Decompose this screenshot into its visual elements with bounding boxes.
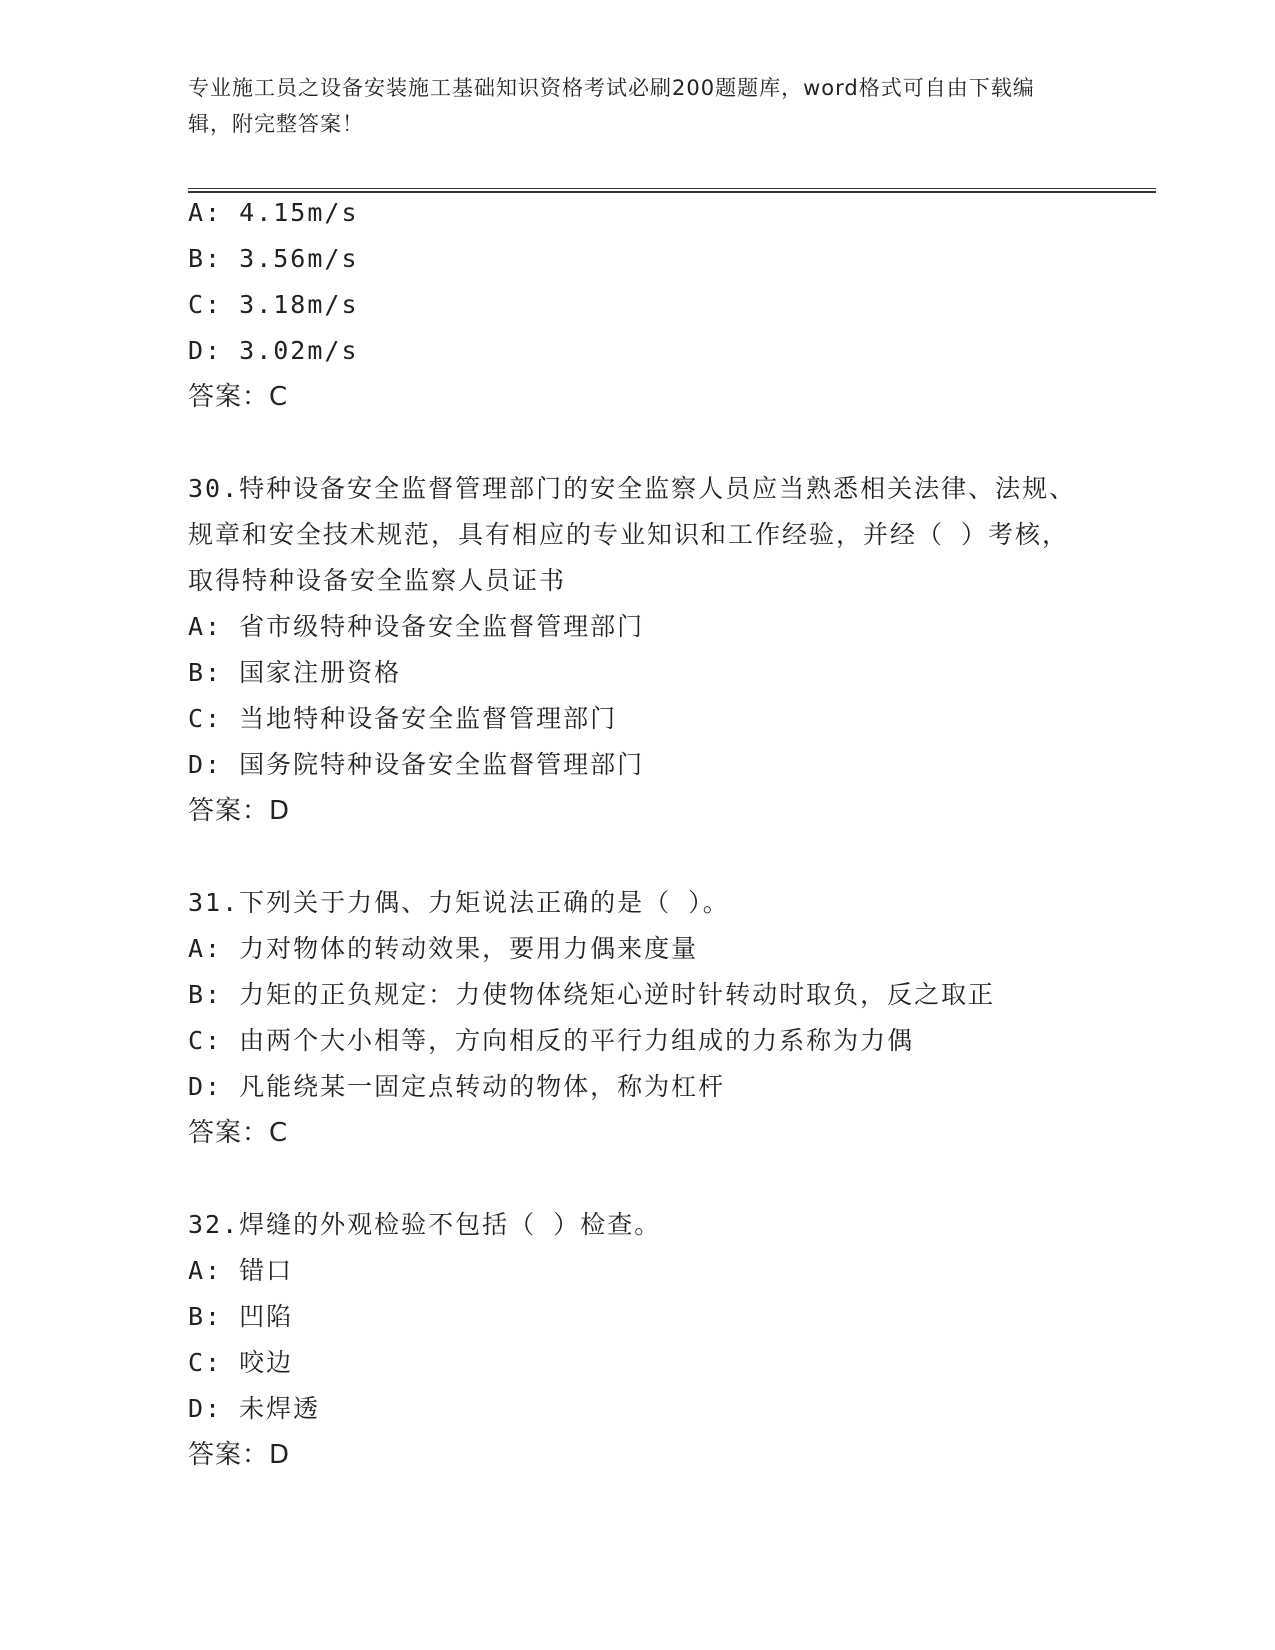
question-30-block [188,466,1156,834]
option-d: D: 凡能绕某一固定点转动的物体，称为杠杆 [188,1072,726,1101]
page-header [188,70,1156,193]
answer-line: 答案：D [188,796,291,826]
question-31-block [188,880,1156,1156]
question-stem: 32.焊缝的外观检验不包括（ ）检查。 [188,1210,662,1239]
question-32-block [188,1202,1156,1478]
option-b: B: 力矩的正负规定：力使物体绕矩心逆时针转动时取负，反之取正 [188,980,996,1009]
question-stem: 30.特种设备安全监督管理部门的安全监察人员应当熟悉相关法律、法规、规章和安全技术规范，具有相应的专业知识和工作经验，并经（ ）考核，取得特种设备安全监察人员证书 [188,474,1077,595]
question-stem: 31.下列关于力偶、力矩说法正确的是（ ）。 [188,888,730,917]
option-c: C: 3.18m/s [188,290,359,319]
answer-line: 答案：D [188,1440,291,1470]
answer-line: 答案：C [188,1118,289,1148]
spacer [188,834,1156,880]
option-c: C: 当地特种设备安全监督管理部门 [188,704,618,733]
option-b: B: 3.56m/s [188,244,359,273]
spacer [188,1156,1156,1202]
option-c: C: 由两个大小相等，方向相反的平行力组成的力系称为力偶 [188,1026,915,1055]
option-a: A: 省市级特种设备安全监督管理部门 [188,612,645,641]
option-c: C: 咬边 [188,1348,294,1377]
document-title: 专业施工员之设备安装施工基础知识资格考试必刷200题题库，word格式可自由下载编辑，附完整答案！ [188,76,1035,136]
option-b: B: 国家注册资格 [188,658,402,687]
option-b: B: 凹陷 [188,1302,294,1331]
option-a: A: 4.15m/s [188,198,359,227]
option-d: D: 国务院特种设备安全监督管理部门 [188,750,645,779]
spacer [188,420,1156,466]
option-d: D: 未焊透 [188,1394,321,1423]
option-a: A: 力对物体的转动效果，要用力偶来度量 [188,934,699,963]
question-content [188,190,1156,1478]
option-d: D: 3.02m/s [188,336,359,365]
option-a: A: 错口 [188,1256,294,1285]
question-29-block [188,190,1156,420]
answer-line: 答案：C [188,382,289,412]
